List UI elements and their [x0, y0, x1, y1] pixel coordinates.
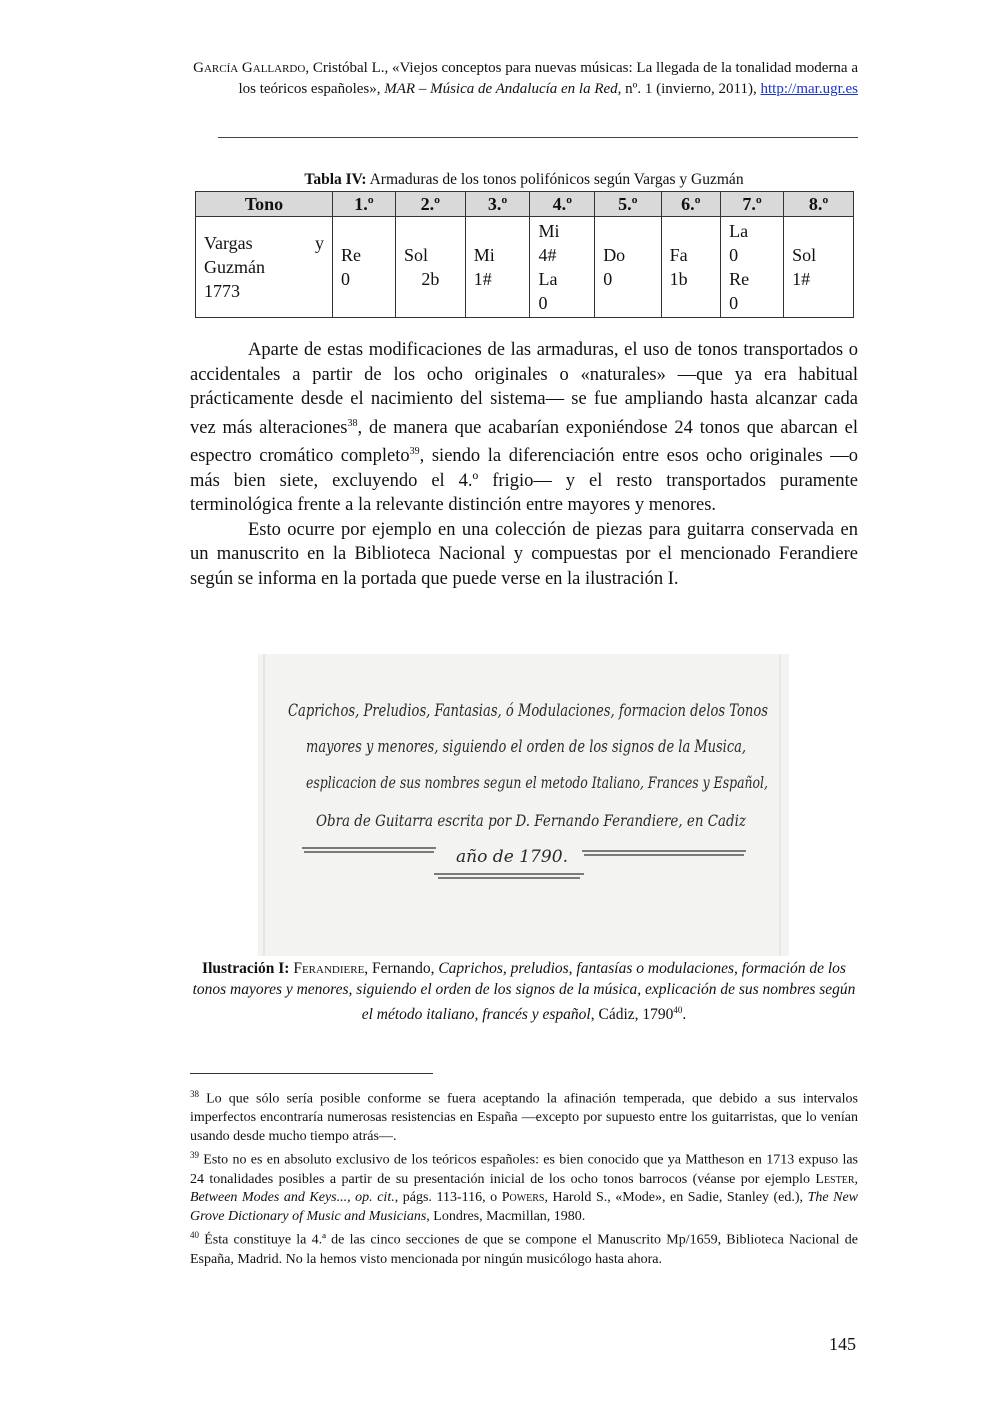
footnote-text: , Londres, Macmillan, 1980.: [426, 1208, 586, 1224]
paragraph: [190, 338, 858, 518]
cell-line: La: [729, 221, 749, 241]
footnote-rule: [190, 1073, 433, 1074]
manuscript-line: Caprichos, Preludios, Fantasias, ó Modulaciones, formacion delos Tonos: [288, 701, 769, 721]
table-cell: [333, 217, 396, 318]
figure-caption-text: , Cádiz, 1790: [590, 1006, 674, 1024]
cell-line: 0: [729, 293, 739, 313]
footnote-ref[interactable]: 40: [673, 1005, 683, 1015]
row-label-text: Guzmán: [204, 257, 265, 277]
footnotes: [190, 1085, 858, 1269]
footnote-author: Lester: [815, 1171, 855, 1187]
tonos-table: [195, 191, 854, 318]
footnote-40: [190, 1226, 858, 1269]
cell-line: Fa: [669, 245, 688, 265]
page-number: 145: [829, 1334, 856, 1354]
paragraph-text: Aparte de estas modificaciones de las armaduras, el uso de tonos transportados o accidentales a partir de los ocho originales o «naturales» —que ya era habitual prácticamente desde el nacimiento del sistema— se fue ampliando hasta alcanzar cada vez más alteraciones: [190, 340, 858, 438]
footnote-number: 39: [190, 1150, 199, 1161]
row-label-text: 1773: [204, 281, 240, 301]
footnote-text: ,: [854, 1171, 858, 1187]
footnote-text: , págs. 113-116, o: [394, 1190, 502, 1206]
cell-line: Mi: [473, 245, 495, 265]
table-header-cell: 5.º: [595, 192, 661, 217]
table-cell: [661, 217, 721, 318]
paragraph-text: , de manera que acabarían exponiéndose 24 tonos que abarcan el espectro cromático completo: [190, 417, 858, 467]
cell-line: La: [538, 269, 558, 289]
manuscript-illustration: [258, 654, 789, 956]
footnote-title: Between Modes and Keys...: [190, 1190, 348, 1206]
cell-line: Re: [729, 269, 750, 289]
footnote-39: [190, 1146, 858, 1226]
table-header-cell: 1.º: [333, 192, 396, 217]
table-cell: [465, 217, 530, 318]
figure-caption-label: Ilustración I:: [202, 960, 290, 977]
journal-link[interactable]: http://mar.ugr.es: [760, 81, 858, 97]
footnote-ref[interactable]: 39: [409, 446, 420, 458]
cell-line: Re: [341, 245, 361, 265]
table-cell: [530, 217, 595, 318]
table-header-cell: 8.º: [784, 192, 854, 217]
figure-caption-author: Ferandiere: [293, 960, 365, 977]
cell-line: 1b: [669, 269, 688, 289]
table-header-cell: Tono: [196, 192, 333, 217]
footnote-title: The New Grove Dictionary of Music and Musicians: [190, 1190, 859, 1224]
cell-line: 0: [729, 245, 739, 265]
running-header: [190, 58, 858, 100]
table-header-cell: 4.º: [530, 192, 595, 217]
cell-line: 0: [603, 269, 613, 289]
figure-caption-text: .: [682, 1006, 687, 1024]
cell-line: Do: [603, 245, 626, 265]
row-label-text: Vargas: [204, 233, 253, 253]
table-header-cell: 7.º: [721, 192, 784, 217]
cell-line: Mi: [538, 221, 560, 241]
manuscript-line: esplicacion de sus nombres segun el metodo Italiano, Frances y Español,: [306, 774, 768, 792]
header-issue: , nº. 1 (invierno, 2011),: [617, 81, 761, 97]
footnote-ref[interactable]: 38: [347, 417, 358, 429]
table-cell: [395, 217, 465, 318]
paragraph-text: , siendo la diferenciación entre esos ocho originales —o más bien siete, excluyendo el 4.º frigio— y el resto transportados puramente terminológica frente a la relevante distinción entre mayores y menores.: [190, 446, 858, 516]
paragraph: Esto ocurre por ejemplo en una colección de piezas para guitarra conservada en un manuscrito en la Biblioteca Nacional y compuestas por el mencionado Ferandiere según se informa en la portada que puede verse en la ilustración I.: [190, 519, 858, 589]
manuscript-line: Obra de Guitarra escrita por D. Fernando Ferandiere, en Cadiz: [316, 811, 747, 830]
figure-caption: [190, 958, 858, 1025]
footnote-title: op. cit.: [355, 1190, 395, 1206]
cell-line: 1#: [792, 269, 811, 289]
cell-line: 0: [341, 269, 350, 289]
footnote-number: 40: [190, 1230, 199, 1241]
manuscript-line: mayores y menores, siguiendo el orden de los signos de la Musica,: [306, 737, 746, 757]
header-author: García Gallardo: [193, 60, 306, 76]
footnote-38: [190, 1085, 858, 1146]
row-label-text: y: [315, 233, 324, 253]
cell-line: Sol: [403, 245, 428, 265]
table-caption-text: Armaduras de los tonos polifónicos según Vargas y Guzmán: [366, 171, 744, 188]
footnote-text: , Harold S., «Mode», en Sadie, Stanley (ed.),: [544, 1190, 808, 1206]
table-header-row: [196, 192, 854, 217]
header-rule: [218, 137, 858, 138]
table-cell: [721, 217, 784, 318]
footnote-text: Lo que sólo sería posible conforme se fuera aceptando la afinación temperada, que debido a sus intervalos imperfectos encontraría numerosas resistencias en España —excepto por supuesto entre los guitarristas, que lo venían usando desde mucho tiempo atrás—.: [190, 1091, 858, 1144]
header-article: , Cristóbal L., «Viejos conceptos para nuevas músicas: La llegada de la tonalidad moderna a los teóricos españoles»,: [238, 60, 858, 97]
table-row: [196, 217, 854, 318]
manuscript-line: año de 1790.: [456, 847, 568, 867]
cell-line: Sol: [792, 245, 817, 265]
body-text: [190, 338, 858, 591]
table-header-cell: 3.º: [465, 192, 530, 217]
footnote-text: Ésta constituye la 4.ª de las cinco secciones de que se compone el Manuscrito Mp/1659, Biblioteca Nacional de España, Madrid. No la hemos visto mencionada por ningún musicólogo hasta ahora.: [190, 1233, 858, 1267]
table-header-cell: 2.º: [395, 192, 465, 217]
footnote-number: 38: [190, 1089, 199, 1099]
cell-line: 1#: [473, 269, 492, 289]
table-row-label: [196, 217, 333, 318]
figure-caption-text: , Fernando,: [364, 960, 439, 977]
table-header-cell: 6.º: [661, 192, 721, 217]
cell-line: 2b: [421, 269, 440, 289]
footnote-text: Esto no es en absoluto exclusivo de los teóricos españoles: es bien conocido que ya Mattheson en 1713 expuso las 24 tonalidades posibles a partir de su presentación inicial de los ocho tonos barrocos (véanse por ejemplo: [190, 1153, 858, 1187]
footnote-text: ,: [347, 1190, 356, 1206]
footnote-author: Powers: [501, 1190, 545, 1206]
table-caption-label: Tabla IV:: [304, 171, 367, 188]
cell-line: 4#: [538, 245, 557, 265]
figure-caption-title: Caprichos, preludios, fantasías o modulaciones, formación de los tonos mayores y menores, siguiendo el orden de los signos de la música, explicación de sus nombres según el método italiano, francés y español: [192, 960, 856, 1024]
header-journal: MAR – Música de Andalucía en la Red: [384, 81, 618, 97]
cell-line: 0: [538, 293, 548, 313]
table-cell: [595, 217, 661, 318]
table-cell: [784, 217, 854, 318]
table-caption: [195, 171, 853, 189]
